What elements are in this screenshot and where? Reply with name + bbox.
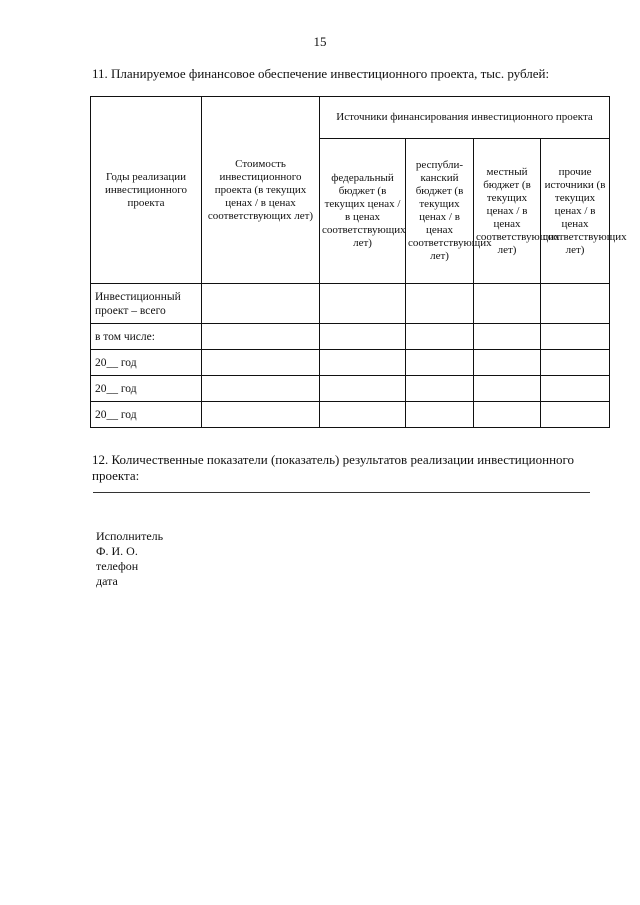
table-cell bbox=[541, 324, 610, 350]
date-label: дата bbox=[96, 574, 118, 588]
table-cell bbox=[474, 350, 541, 376]
row-label-year: 20__ год bbox=[91, 402, 202, 428]
table-cell bbox=[474, 324, 541, 350]
row-label-including: в том числе: bbox=[91, 324, 202, 350]
table-cell bbox=[541, 350, 610, 376]
table-cell bbox=[541, 402, 610, 428]
table-row bbox=[91, 402, 610, 428]
table-row bbox=[91, 324, 610, 350]
table-cell bbox=[406, 284, 474, 324]
section-11-title: 11. Планируемое финансовое обеспечение инвестиционного проекта, тыс. рублей: bbox=[92, 66, 550, 81]
table-cell bbox=[474, 376, 541, 402]
executor-label: Исполнитель bbox=[96, 529, 164, 543]
row-label-year: 20__ год bbox=[91, 350, 202, 376]
table-row bbox=[91, 350, 610, 376]
table-cell bbox=[202, 284, 320, 324]
table-cell bbox=[541, 284, 610, 324]
row-label-total: Инвестиционный проект – всего bbox=[91, 284, 202, 324]
header-other-sources: прочие источники (в текущих ценах / в ценах соответствующих лет) bbox=[541, 139, 610, 284]
table-cell bbox=[320, 350, 406, 376]
table-cell bbox=[202, 376, 320, 402]
table-cell bbox=[202, 402, 320, 428]
blank-fill-line bbox=[93, 492, 590, 493]
table-cell bbox=[406, 324, 474, 350]
header-federal-budget: федеральный бюджет (в текущих ценах / в ценах соответствующих лет) bbox=[320, 139, 406, 284]
section-12-title: 12. Количественные показатели (показатель) результатов реализации инвестиционного проекта: bbox=[92, 452, 575, 483]
table-row bbox=[91, 376, 610, 402]
table-cell bbox=[474, 284, 541, 324]
table-cell bbox=[474, 402, 541, 428]
fio-label: Ф. И. О. bbox=[96, 544, 138, 558]
table-cell bbox=[541, 376, 610, 402]
table-row bbox=[91, 284, 610, 324]
signature-block bbox=[96, 529, 163, 589]
table-cell bbox=[406, 376, 474, 402]
header-republic-budget: республи-канский бюджет (в текущих ценах / в ценах соответствующих лет) bbox=[406, 139, 474, 284]
header-sources: Источники финансирования инвестиционного проекта bbox=[320, 97, 610, 139]
table-cell bbox=[320, 284, 406, 324]
table-cell bbox=[202, 350, 320, 376]
header-years: Годы реализации инвестиционного проекта bbox=[91, 97, 202, 284]
table-cell bbox=[320, 376, 406, 402]
phone-label: телефон bbox=[96, 559, 139, 573]
header-cost: Стоимость инвестиционного проекта (в текущих ценах / в ценах соответствующих лет) bbox=[202, 97, 320, 284]
table-cell bbox=[320, 324, 406, 350]
table-cell bbox=[406, 402, 474, 428]
row-label-year: 20__ год bbox=[91, 376, 202, 402]
table-cell bbox=[406, 350, 474, 376]
page-number: 15 bbox=[313, 34, 327, 49]
financing-table bbox=[90, 96, 627, 428]
table-cell bbox=[202, 324, 320, 350]
header-local-budget: местный бюджет (в текущих ценах / в ценах соответствующих лет) bbox=[474, 139, 541, 284]
table-cell bbox=[320, 402, 406, 428]
